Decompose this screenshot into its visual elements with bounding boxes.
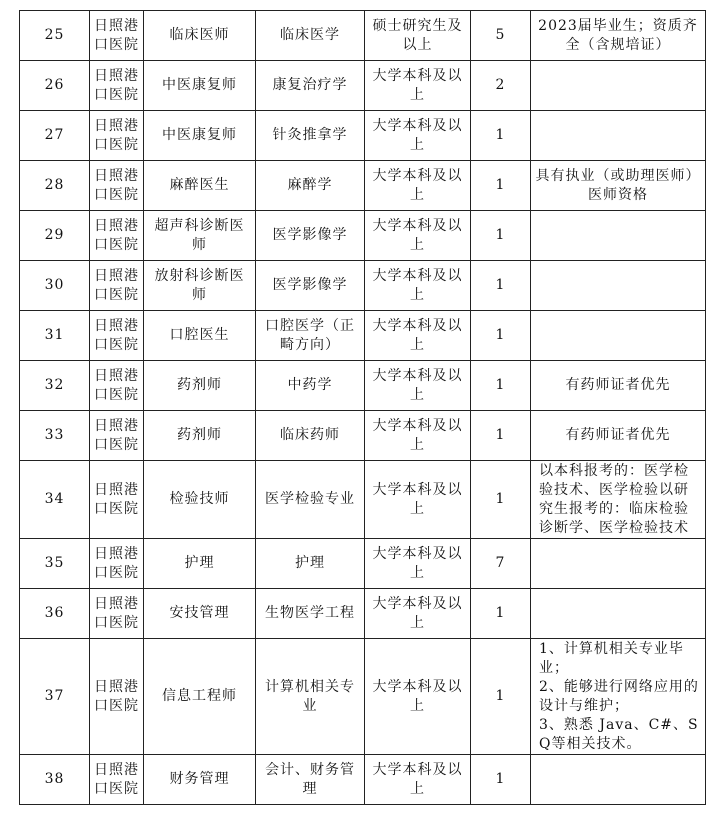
remark-line: 以本科报考的：医学检验技术、医学检验以研究生报考的：临床检验诊断学、医学检验技术 (539, 462, 689, 536)
education-cell: 大学本科及以上 (365, 311, 471, 361)
table-row (20, 211, 706, 261)
major-cell: 针灸推拿学 (256, 111, 365, 161)
major-cell: 会计、财务管理 (256, 755, 365, 805)
remark-line: 3、熟悉 Java、C#、SQ等相关技术。 (539, 716, 699, 752)
row-number-cell: 26 (20, 61, 90, 111)
row-number-cell: 25 (20, 11, 90, 61)
table-row (20, 589, 706, 639)
row-number-cell: 29 (20, 211, 90, 261)
headcount-cell: 1 (471, 639, 531, 755)
remarks-cell (531, 589, 706, 639)
headcount-cell: 1 (471, 311, 531, 361)
headcount-cell: 1 (471, 161, 531, 211)
post-cell: 中医康复师 (144, 61, 256, 111)
major-cell: 护理 (256, 539, 365, 589)
education-cell: 大学本科及以上 (365, 639, 471, 755)
education-cell: 硕士研究生及以上 (365, 11, 471, 61)
education-cell: 大学本科及以上 (365, 361, 471, 411)
remarks-cell (531, 161, 706, 211)
remarks-cell (531, 261, 706, 311)
post-cell: 药剂师 (144, 361, 256, 411)
education-cell: 大学本科及以上 (365, 539, 471, 589)
post-cell: 口腔医生 (144, 311, 256, 361)
table-row (20, 539, 706, 589)
row-number-cell: 32 (20, 361, 90, 411)
post-cell: 信息工程师 (144, 639, 256, 755)
education-cell: 大学本科及以上 (365, 111, 471, 161)
major-cell: 医学检验专业 (256, 461, 365, 539)
post-cell: 超声科诊断医师 (144, 211, 256, 261)
table-row (20, 461, 706, 539)
major-cell: 中药学 (256, 361, 365, 411)
table-row (20, 311, 706, 361)
remarks-cell (531, 461, 706, 539)
row-number-cell: 37 (20, 639, 90, 755)
row-number-cell: 34 (20, 461, 90, 539)
headcount-cell: 7 (471, 539, 531, 589)
remark-line: 1、计算机相关专业毕业； (539, 640, 684, 676)
remarks-cell (531, 311, 706, 361)
headcount-cell: 1 (471, 211, 531, 261)
headcount-cell: 1 (471, 111, 531, 161)
table-row (20, 411, 706, 461)
major-cell: 临床医学 (256, 11, 365, 61)
unit-cell: 日照港口医院 (90, 411, 144, 461)
education-cell: 大学本科及以上 (365, 211, 471, 261)
post-cell: 护理 (144, 539, 256, 589)
unit-cell: 日照港口医院 (90, 755, 144, 805)
education-cell: 大学本科及以上 (365, 411, 471, 461)
unit-cell: 日照港口医院 (90, 11, 144, 61)
major-cell: 临床药师 (256, 411, 365, 461)
remarks-cell (531, 11, 706, 61)
post-cell: 财务管理 (144, 755, 256, 805)
education-cell: 大学本科及以上 (365, 589, 471, 639)
major-cell: 医学影像学 (256, 211, 365, 261)
remark-line: 有药师证者优先 (565, 427, 671, 443)
remarks-cell (531, 111, 706, 161)
table-body (20, 11, 706, 805)
unit-cell: 日照港口医院 (90, 211, 144, 261)
remark-line: 2、能够进行网络应用的设计与维护； (539, 678, 699, 714)
education-cell: 大学本科及以上 (365, 261, 471, 311)
remarks-cell (531, 755, 706, 805)
remarks-cell (531, 639, 706, 755)
major-cell: 麻醉学 (256, 161, 365, 211)
unit-cell: 日照港口医院 (90, 539, 144, 589)
unit-cell: 日照港口医院 (90, 261, 144, 311)
remarks-cell (531, 539, 706, 589)
unit-cell: 日照港口医院 (90, 589, 144, 639)
unit-cell: 日照港口医院 (90, 111, 144, 161)
unit-cell: 日照港口医院 (90, 161, 144, 211)
row-number-cell: 35 (20, 539, 90, 589)
major-cell: 口腔医学（正畸方向） (256, 311, 365, 361)
major-cell: 计算机相关专业 (256, 639, 365, 755)
post-cell: 中医康复师 (144, 111, 256, 161)
table-row (20, 639, 706, 755)
remarks-cell (531, 411, 706, 461)
remark-line: 2023届毕业生；资质齐全（含规培证） (538, 17, 698, 53)
table-row (20, 755, 706, 805)
row-number-cell: 36 (20, 589, 90, 639)
remarks-cell (531, 211, 706, 261)
unit-cell: 日照港口医院 (90, 311, 144, 361)
major-cell: 生物医学工程 (256, 589, 365, 639)
row-number-cell: 33 (20, 411, 90, 461)
table-row (20, 111, 706, 161)
headcount-cell: 1 (471, 261, 531, 311)
unit-cell: 日照港口医院 (90, 361, 144, 411)
remark-line: 有药师证者优先 (565, 377, 671, 393)
post-cell: 检验技师 (144, 461, 256, 539)
headcount-cell: 5 (471, 11, 531, 61)
headcount-cell: 1 (471, 361, 531, 411)
unit-cell: 日照港口医院 (90, 639, 144, 755)
post-cell: 放射科诊断医师 (144, 261, 256, 311)
headcount-cell: 1 (471, 755, 531, 805)
headcount-cell: 2 (471, 61, 531, 111)
post-cell: 临床医师 (144, 11, 256, 61)
table-row (20, 61, 706, 111)
headcount-cell: 1 (471, 411, 531, 461)
headcount-cell: 1 (471, 589, 531, 639)
row-number-cell: 28 (20, 161, 90, 211)
remark-line: 具有执业（或助理医师）医师资格 (535, 167, 701, 203)
remarks-cell (531, 61, 706, 111)
unit-cell: 日照港口医院 (90, 61, 144, 111)
table-row (20, 361, 706, 411)
education-cell: 大学本科及以上 (365, 461, 471, 539)
post-cell: 安技管理 (144, 589, 256, 639)
remarks-cell (531, 361, 706, 411)
education-cell: 大学本科及以上 (365, 61, 471, 111)
table-row (20, 261, 706, 311)
headcount-cell: 1 (471, 461, 531, 539)
major-cell: 医学影像学 (256, 261, 365, 311)
major-cell: 康复治疗学 (256, 61, 365, 111)
row-number-cell: 27 (20, 111, 90, 161)
post-cell: 麻醉医生 (144, 161, 256, 211)
table-row (20, 161, 706, 211)
education-cell: 大学本科及以上 (365, 755, 471, 805)
row-number-cell: 38 (20, 755, 90, 805)
education-cell: 大学本科及以上 (365, 161, 471, 211)
post-cell: 药剂师 (144, 411, 256, 461)
unit-cell: 日照港口医院 (90, 461, 144, 539)
recruitment-table (19, 10, 706, 805)
row-number-cell: 31 (20, 311, 90, 361)
table-row (20, 11, 706, 61)
row-number-cell: 30 (20, 261, 90, 311)
